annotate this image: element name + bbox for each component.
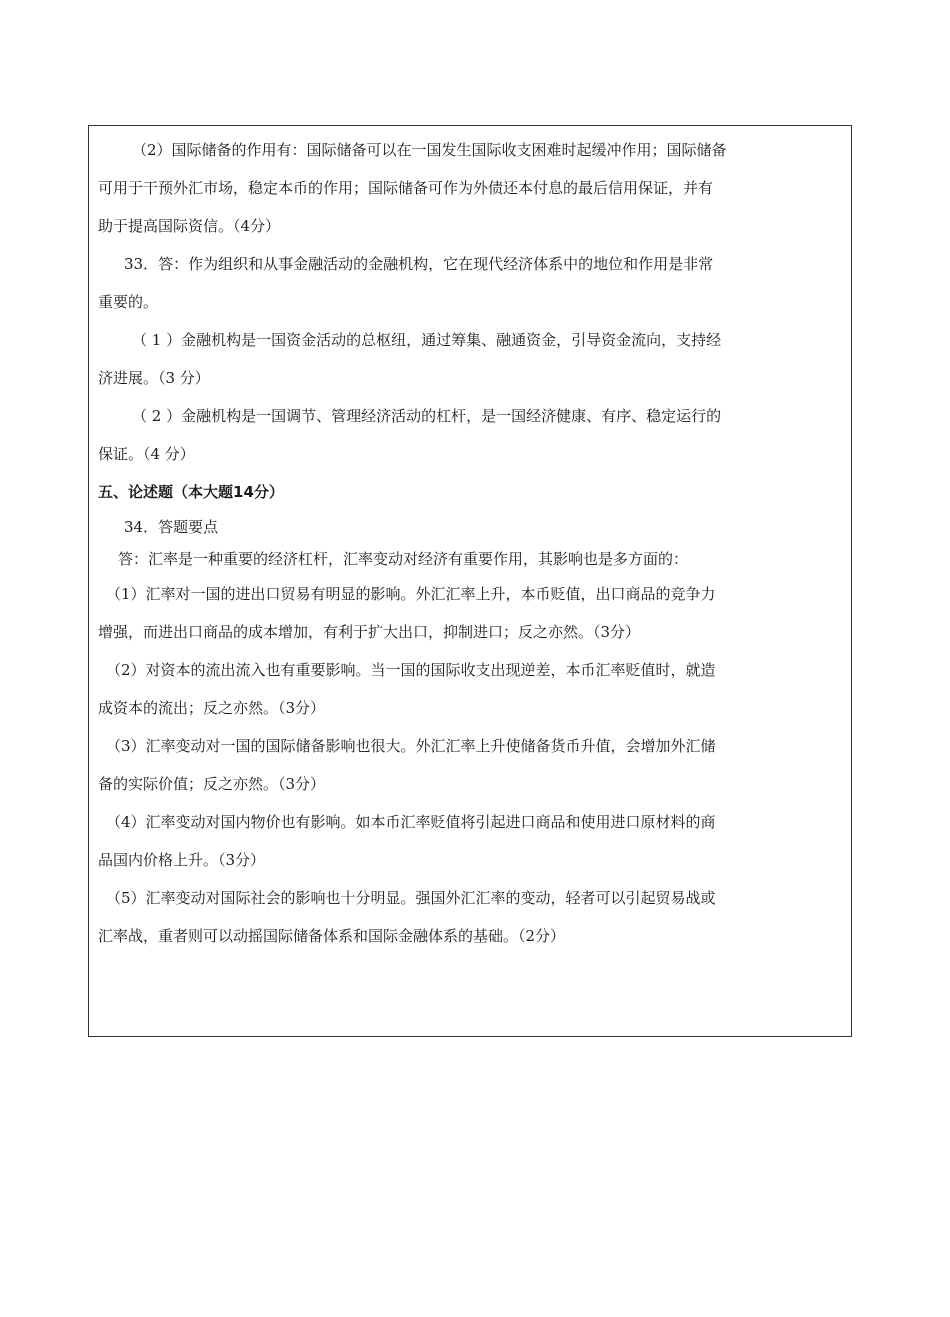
answer-box [88, 125, 852, 1037]
q34-point5-line-1: （5）汇率变动对国际社会的影响也十分明显。强国外汇汇率的变动，轻者可以引起贸易战或 [106, 889, 716, 907]
q33-line-2: 重要的。 [98, 293, 159, 311]
q34-point1-line-2: 增强，而进出口商品的成本增加，有利于扩大出口，抑制进口；反之亦然。（3分） [98, 623, 641, 641]
q33-point1-line-1: （ 1 ）金融机构是一国资金活动的总枢纽，通过筹集、融通资金，引导资金流向，支持经 [132, 331, 722, 349]
q33-point2-line-1: （ 2 ）金融机构是一国调节、管理经济活动的杠杆，是一国经济健康、有序、稳定运行的 [132, 407, 722, 425]
q34-intro: 答：汇率是一种重要的经济杠杆，汇率变动对经济有重要作用，其影响也是多方面的： [118, 550, 689, 568]
q34-point5-line-2: 汇率战，重者则可以动摇国际储备体系和国际金融体系的基础。（2分） [98, 927, 566, 945]
q34-title: 34．答题要点 [124, 518, 219, 536]
q33-line-1: 33．答：作为组织和从事金融活动的金融机构，它在现代经济体系中的地位和作用是非常 [124, 255, 714, 273]
q34-point3-line-1: （3）汇率变动对一国的国际储备影响也很大。外汇汇率上升使储备货币升值，会增加外汇储 [106, 737, 716, 755]
q34-point2-line-1: （2）对资本的流出流入也有重要影响。当一国的国际收支出现逆差，本币汇率贬值时，就造 [106, 661, 716, 679]
q34-point4-line-2: 品国内价格上升。（3分） [98, 851, 266, 869]
q34-point3-line-2: 备的实际价值；反之亦然。（3分） [98, 775, 326, 793]
section-heading: 五、论述题（本大题14分） [98, 483, 284, 501]
reserve-point-line-1: （2）国际储备的作用有：国际储备可以在一国发生国际收支困难时起缓冲作用；国际储备 [132, 141, 727, 159]
q33-point1-line-2: 济进展。（3 分） [98, 369, 210, 387]
q34-point4-line-1: （4）汇率变动对国内物价也有影响。如本币汇率贬值将引起进口商品和使用进口原材料的商 [106, 813, 716, 831]
reserve-point-line-3: 助于提高国际资信。（4分） [98, 217, 281, 235]
q34-point1-line-1: （1）汇率对一国的进出口贸易有明显的影响。外汇汇率上升，本币贬值，出口商品的竞争力 [106, 585, 716, 603]
q33-point2-line-2: 保证。（4 分） [98, 445, 195, 463]
reserve-point-line-2: 可用于干预外汇市场，稳定本币的作用；国际储备可作为外债还本付息的最后信用保证，并有 [98, 179, 714, 197]
q34-point2-line-2: 成资本的流出；反之亦然。（3分） [98, 699, 326, 717]
